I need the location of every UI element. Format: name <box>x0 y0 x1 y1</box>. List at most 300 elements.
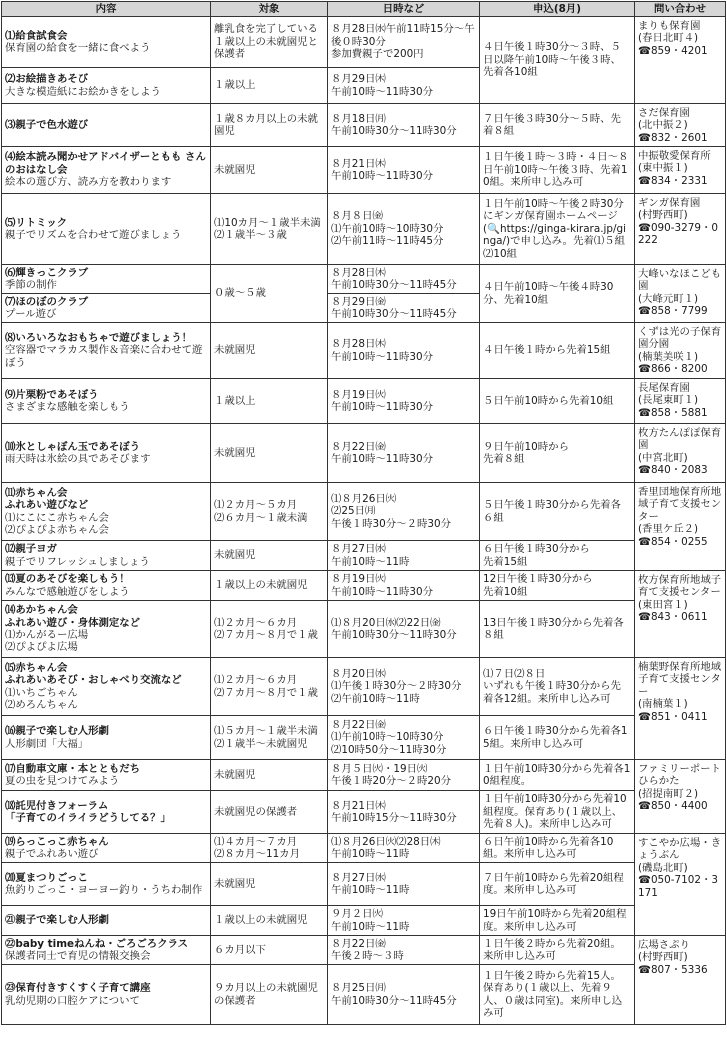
contact-line: (香里ケ丘２) <box>638 523 699 536</box>
apply-line: 13日午後１時30分から先着各８組 <box>483 616 624 641</box>
content-cell <box>2 265 211 294</box>
target-line: ⑵６カ月〜１歳未満 <box>214 511 308 524</box>
date-line: 午前10時〜11時 <box>331 884 410 896</box>
content-cell <box>2 791 211 834</box>
table-row <box>2 541 726 571</box>
target-cell <box>211 965 328 1025</box>
target-cell <box>211 379 328 424</box>
date-cell <box>328 936 480 965</box>
contact-line: ☎854・0255 <box>638 535 708 548</box>
apply-cell <box>480 760 635 791</box>
date-line: ８月25日㈪ <box>331 982 386 995</box>
target-line: １歳以上の未就園児 <box>214 914 308 927</box>
target-cell <box>211 716 328 760</box>
date-line: 午前10時〜11時30分 <box>331 350 434 363</box>
contact-line: ☎090-3279・0222 <box>638 221 718 247</box>
target-line: 未就園児 <box>214 549 256 562</box>
target-line: 未就園児 <box>214 768 256 781</box>
event-title: ⑻いろいろなおもちゃで遊びましょう！ <box>5 331 193 344</box>
event-title: ⒅託児付きフォーラム <box>5 799 109 812</box>
content-cell <box>2 294 211 323</box>
event-title: ⒁あかちゃん会 <box>5 604 78 617</box>
event-title: ⑴給食試食会 <box>5 29 68 42</box>
event-title: ふれあい遊び・身体測定など <box>5 616 141 629</box>
apply-line: 先着10組 <box>483 585 528 598</box>
content-cell <box>2 601 211 658</box>
event-title: ふれあい遊びなど <box>5 499 89 512</box>
table-row <box>2 791 726 834</box>
content-cell <box>2 863 211 906</box>
target-line: ⑴２カ月〜６カ月 <box>214 616 298 629</box>
table-row <box>2 601 726 658</box>
date-line: ⑵午前11時〜11時45分 <box>331 235 444 248</box>
target-line: ⑵１歳半〜未就園児 <box>214 737 308 750</box>
date-line: ８月21日㈭ <box>331 157 386 170</box>
target-line: １歳以上 <box>214 394 256 407</box>
contact-line: (長尾東町１) <box>638 394 699 407</box>
apply-cell <box>480 147 635 194</box>
target-line: 離乳食を完了している１歳以上の未就園児と保護者 <box>214 23 318 61</box>
apply-cell <box>480 265 635 323</box>
apply-cell <box>480 936 635 965</box>
apply-line: 先着８組 <box>483 453 525 465</box>
date-line: 参加費親子で200円 <box>331 48 424 61</box>
date-cell <box>328 294 480 323</box>
contact-cell <box>635 323 726 379</box>
date-cell <box>328 834 480 863</box>
content-cell <box>2 17 211 68</box>
date-line: 午前10時〜11時 <box>331 848 410 860</box>
contact-cell <box>635 379 726 424</box>
table-row <box>2 760 726 791</box>
contact-line: ☎866・8200 <box>638 363 708 376</box>
contact-line: ☎851・0411 <box>638 710 708 723</box>
event-description: 夏の虫を見つけてみよう <box>5 775 120 787</box>
content-cell <box>2 760 211 791</box>
date-line: ８月28日㈭ <box>331 266 386 279</box>
contact-line: ☎840・2083 <box>638 464 708 477</box>
date-line: ８月22日㈮ <box>331 440 386 453</box>
date-line: ８月20日㈬ <box>331 667 386 680</box>
table-row <box>2 658 726 716</box>
contact-line: ☎832・2601 <box>638 131 708 144</box>
content-cell <box>2 965 211 1025</box>
date-line: ８月18日㈪ <box>331 112 386 125</box>
table-row <box>2 571 726 601</box>
date-line: ⑴８月26日㈫ <box>331 492 397 505</box>
contact-line: (北中振２) <box>638 119 688 132</box>
content-cell <box>2 104 211 147</box>
contact-line: ☎859・4201 <box>638 44 708 57</box>
content-cell <box>2 658 211 716</box>
target-cell <box>211 147 328 194</box>
content-cell <box>2 68 211 104</box>
event-description: ⑴いちごちゃん <box>5 686 78 699</box>
date-cell <box>328 791 480 834</box>
date-line: 午前10時30分〜11時45分 <box>331 279 457 291</box>
contact-line: (東田宮１) <box>638 598 688 611</box>
table-row <box>2 265 726 294</box>
date-line: ８月８日㈮ <box>331 210 383 223</box>
apply-cell <box>480 483 635 541</box>
date-line: ⑵25日㈪ <box>331 505 376 518</box>
date-cell <box>328 265 480 294</box>
target-cell <box>211 571 328 601</box>
apply-line: ４日午後１時30分〜３時、５日以降午前10時〜午後３時、先着各10組 <box>483 41 621 79</box>
target-cell <box>211 791 328 834</box>
header-apply: 申込(8月) <box>480 2 635 17</box>
date-line: 午前10時〜11時30分 <box>331 453 434 465</box>
date-cell <box>328 104 480 147</box>
date-cell <box>328 906 480 936</box>
apply-line: ４日午前10時〜午後４時30分、先着10組 <box>483 281 614 306</box>
date-line: 午後１時20分〜２時20分 <box>331 775 451 787</box>
event-title: ⒃親子で楽しむ人形劇 <box>5 725 109 738</box>
apply-line: ６日午前10時から先着各10組。来所申し込み可 <box>483 835 614 860</box>
apply-line: １日午前10時30分から先着10組程度。保育あり(１歳以上、先着８人)。来所申し込み可 <box>483 793 627 831</box>
table-row <box>2 323 726 379</box>
target-line: 未就園児 <box>214 163 256 176</box>
event-description: ⑵めろんちゃん <box>5 698 78 711</box>
contact-line: (村野西町) <box>638 209 688 222</box>
date-line: 午前10時〜11時 <box>331 920 410 933</box>
date-cell <box>328 17 480 68</box>
date-line: ８月５日㈫・19日㈫ <box>331 762 428 775</box>
date-line: ８月29日㈭ <box>331 73 386 86</box>
content-cell <box>2 483 211 541</box>
date-cell <box>328 601 480 658</box>
table-row <box>2 147 726 194</box>
target-cell <box>211 863 328 906</box>
contact-line: ファミリーポートひらかた <box>638 763 721 788</box>
target-line: ⑴10カ月〜１歳半未満 <box>214 216 321 229</box>
contact-line: 大峰いなほこども園 <box>638 268 722 293</box>
contact-cell <box>635 760 726 834</box>
date-cell <box>328 147 480 194</box>
date-line: ⑵午前10時〜11時 <box>331 692 420 705</box>
event-description: 親子でリズムを合わせて遊びましょう <box>5 229 182 241</box>
contact-line: ☎843・0611 <box>638 611 708 624</box>
date-line: ８月27日㈬ <box>331 871 386 884</box>
apply-cell <box>480 863 635 906</box>
date-line: ８月19日㈫ <box>331 388 386 401</box>
target-line: 未就園児の保護者 <box>214 805 298 818</box>
event-description: 大きな模造紙にお絵かきをしよう <box>5 85 161 98</box>
target-cell <box>211 936 328 965</box>
content-cell <box>2 147 211 194</box>
table-row <box>2 194 726 265</box>
date-line: ８月19日㈫ <box>331 573 386 586</box>
target-line: ⑴２カ月〜６カ月 <box>214 674 298 687</box>
contact-cell <box>635 483 726 571</box>
contact-cell <box>635 834 726 936</box>
apply-line: １日午後２時から先着20組。来所申し込み可 <box>483 937 621 962</box>
event-description: 親子でふれあい遊び <box>5 848 99 860</box>
apply-cell <box>480 194 635 265</box>
date-line: 午前10時15分〜11時30分 <box>331 812 457 824</box>
contact-line: 枚方たんぽぽ保育園 <box>638 427 722 452</box>
event-description: 保護者同士で育児の情報交換会 <box>5 950 151 962</box>
date-line: 午前10時〜11時 <box>331 555 410 568</box>
header-content: 内容 <box>2 2 211 17</box>
contact-line: ☎858・7799 <box>638 305 708 318</box>
date-line: 午前10時30分〜11時30分 <box>331 125 457 137</box>
date-cell <box>328 323 480 379</box>
contact-line: さだ保育園 <box>638 107 690 119</box>
target-cell <box>211 906 328 936</box>
table-row <box>2 17 726 68</box>
target-line: １歳以上 <box>214 79 256 92</box>
target-cell <box>211 265 328 323</box>
contact-line: ☎858・5881 <box>638 406 708 419</box>
apply-line: ６日午後１時30分から <box>483 543 590 556</box>
table-row <box>2 906 726 936</box>
table-row <box>2 936 726 965</box>
contact-line: (楠葉美咲１) <box>638 350 699 363</box>
target-line: ６カ月以下 <box>214 943 266 956</box>
event-title: ⑹輝きっこクラブ <box>5 266 89 279</box>
table-row <box>2 104 726 147</box>
date-line: ⑴８月26日㈫⑵28日㈭ <box>331 835 441 848</box>
target-line: ９カ月以上の未就園児の保護者 <box>214 982 318 1007</box>
target-line: ⑵７カ月〜８月で１歳 <box>214 686 318 699</box>
apply-line: ７日午後３時30分〜５時、先着８組 <box>483 112 621 137</box>
apply-line: いずれも午後１時30分から先着各12組。来所申し込み可 <box>483 680 621 705</box>
event-title: ⒇夏まつりごっこ <box>5 871 88 884</box>
date-line: 午前10時〜11時30分 <box>331 585 434 598</box>
date-cell <box>328 483 480 541</box>
event-title: ⒂赤ちゃん会 <box>5 661 68 674</box>
date-cell <box>328 68 480 104</box>
target-cell <box>211 760 328 791</box>
event-title: ㉑親子で楽しむ人形劇 <box>5 914 109 927</box>
event-title: ⑸リトミック <box>5 216 68 229</box>
table-header-row <box>2 2 726 17</box>
event-title: ⑾赤ちゃん会 <box>5 486 68 499</box>
date-line: 午後２時〜３時 <box>331 950 404 962</box>
contact-line: (中宮北町) <box>638 451 688 464</box>
event-title: ふれあいあそび・おしゃべり交流など <box>5 674 182 687</box>
contact-cell <box>635 936 726 1025</box>
event-title: 「子育てのイライラどうしてる？」 <box>5 812 171 824</box>
content-cell <box>2 906 211 936</box>
table-row <box>2 379 726 424</box>
content-cell <box>2 834 211 863</box>
contact-line: ギンガ保育園 <box>638 197 701 209</box>
content-cell <box>2 323 211 379</box>
contact-cell <box>635 194 726 265</box>
event-title: ⑿親子ヨガ <box>5 543 57 556</box>
event-description: 親子でリフレッシュしましょう <box>5 555 150 568</box>
event-title: ⑽氷としゃぼん玉であそぼう <box>5 440 141 453</box>
contact-line: すこやか広場・きょうぶん <box>638 837 722 862</box>
apply-line: 12日午後１時30分から <box>483 573 593 586</box>
apply-cell <box>480 104 635 147</box>
target-cell <box>211 17 328 68</box>
date-cell <box>328 863 480 906</box>
target-line: 未就園児 <box>214 877 256 890</box>
event-title: ⑺ほのぼのクラブ <box>5 295 89 308</box>
contact-line: (南楠葉１) <box>638 698 688 711</box>
apply-cell <box>480 379 635 424</box>
target-cell <box>211 834 328 863</box>
event-description: 乳幼児期の口腔ケアについて <box>5 994 140 1007</box>
date-line: 午前10時〜11時30分 <box>331 401 434 413</box>
contact-line: 中振敬愛保育所 <box>638 150 711 162</box>
event-title: ㉒baby timeねんね・ごろごろクラス <box>5 937 189 950</box>
apply-line: ４日午後１時から先着15組 <box>483 344 611 357</box>
contact-line: ☎850・4400 <box>638 800 708 813</box>
contact-cell <box>635 571 726 658</box>
contact-line: 広場さぷり <box>638 939 690 951</box>
date-line: ⑴午前10時〜10時30分 <box>331 731 444 744</box>
date-line: ⑴午後１時30分〜２時30分 <box>331 680 462 693</box>
event-description: ⑴かんがるー広場 <box>5 629 89 641</box>
date-line: ８月28日㈭ <box>331 338 386 351</box>
contact-line: (招提南町２) <box>638 787 699 800</box>
apply-cell <box>480 323 635 379</box>
contact-cell <box>635 658 726 760</box>
apply-line: １日午前10時30分から先着各10組程度。 <box>483 762 631 787</box>
event-title: ㉓保育付きすくすく子育て講座 <box>5 982 151 995</box>
apply-line: ５日午後１時30分から先着各６組 <box>483 499 621 524</box>
contact-cell <box>635 17 726 104</box>
apply-line: １日午後２時から先着15人。保育あり(１歳以上、先着９人、０歳は同室)。来所申し込み可 <box>483 969 623 1019</box>
target-line: ⑵１歳半〜３歳 <box>214 229 287 241</box>
apply-cell <box>480 17 635 104</box>
contact-line: まりも保育園 <box>638 20 701 32</box>
apply-cell <box>480 541 635 571</box>
event-description: ⑴にこにこ赤ちゃん会 <box>5 511 109 524</box>
event-description: みんなで感触遊びをしよう <box>5 585 130 598</box>
content-cell <box>2 379 211 424</box>
table-row <box>2 863 726 906</box>
target-cell <box>211 323 328 379</box>
event-description: プール遊び <box>5 308 57 320</box>
contact-line: ☎050-7102・3171 <box>638 874 718 899</box>
date-line: 午前10時30分〜11時45分 <box>331 994 457 1007</box>
apply-line: １日午前10時〜午後２時30分にギンガ保育園ホームページ(🔍https://ginga-kirara.jp/ginga/)で申し込み。先着⑴５組⑵10組 <box>483 197 626 260</box>
apply-cell <box>480 658 635 716</box>
date-line: 午前10時30分〜11時45分 <box>331 308 457 320</box>
header-target: 対象 <box>211 2 328 17</box>
event-title: ⒆らっこっこ赤ちゃん <box>5 835 109 848</box>
target-cell <box>211 483 328 541</box>
content-cell <box>2 571 211 601</box>
date-line: ⑵10時50分〜11時30分 <box>331 743 447 756</box>
target-cell <box>211 424 328 483</box>
event-description: ⑵ぴよぴよ広場 <box>5 641 78 654</box>
contact-line: くずは光の子保育園分園 <box>638 326 722 351</box>
contact-line: (春日北町４) <box>638 32 699 45</box>
date-line: ⑴８月20日㈬⑵22日㈮ <box>331 616 441 629</box>
date-cell <box>328 760 480 791</box>
event-description: ⑵ぴよぴよ赤ちゃん会 <box>5 523 109 536</box>
contact-cell <box>635 147 726 194</box>
target-cell <box>211 104 328 147</box>
date-line: ８月29日㈮ <box>331 295 386 308</box>
date-cell <box>328 658 480 716</box>
apply-line: 19日午前10時から先着20組程度。来所申し込み可 <box>483 908 627 933</box>
event-title: ⒀夏のあそびを楽しもう！ <box>5 573 130 586</box>
date-line: ９月２日㈫ <box>331 908 383 921</box>
target-cell <box>211 541 328 571</box>
header-date: 日時など <box>328 2 480 17</box>
apply-cell <box>480 571 635 601</box>
target-cell <box>211 194 328 265</box>
target-line: ⑵８カ月〜11カ月 <box>214 848 300 860</box>
date-cell <box>328 571 480 601</box>
event-title: ⑷絵本読み聞かせアドバイザーともも さんのおはなし会 <box>5 151 206 176</box>
contact-line: 長尾保育園 <box>638 382 690 394</box>
content-cell <box>2 194 211 265</box>
target-cell <box>211 658 328 716</box>
date-line: ８月22日㈮ <box>331 718 386 731</box>
apply-line: ⑴７日⑵８日 <box>483 667 546 680</box>
date-line: ８月21日㈭ <box>331 799 386 812</box>
apply-line: 先着15組 <box>483 555 528 568</box>
target-line: ⑴４カ月〜７カ月 <box>214 835 298 848</box>
target-cell <box>211 601 328 658</box>
contact-line: 楠葉野保育所地域子育て支援センター <box>638 661 722 698</box>
event-description: 空容器でマラカス製作＆音楽に合わせて遊ぼう <box>5 344 203 369</box>
event-schedule-table <box>1 1 726 1025</box>
apply-cell <box>480 834 635 863</box>
event-title: ⑵お絵描きあそび <box>5 73 89 86</box>
table-row <box>2 965 726 1025</box>
apply-line: ５日午前10時から先着10組 <box>483 394 614 407</box>
contact-line: 香里団地保育所地域子育て支援センター <box>638 486 722 523</box>
contact-line: (東中振１) <box>638 162 688 175</box>
date-cell <box>328 424 480 483</box>
table-body <box>2 17 726 1025</box>
contact-cell <box>635 104 726 147</box>
target-cell <box>211 68 328 104</box>
contact-cell <box>635 424 726 483</box>
apply-cell <box>480 424 635 483</box>
apply-line: ６日午後１時30分から先着各15組。来所申し込み可 <box>483 725 628 750</box>
contact-line: 枚方保育所地域子育て支援センター <box>638 574 722 599</box>
content-cell <box>2 716 211 760</box>
date-cell <box>328 194 480 265</box>
event-description: 季節の制作 <box>5 279 57 291</box>
table-row <box>2 834 726 863</box>
contact-cell <box>635 265 726 323</box>
apply-cell <box>480 716 635 760</box>
apply-cell <box>480 791 635 834</box>
target-line: 未就園児 <box>214 344 256 357</box>
content-cell <box>2 424 211 483</box>
target-line: ⑴５カ月〜１歳半未満 <box>214 725 318 738</box>
contact-line: ☎834・2331 <box>638 174 708 187</box>
date-cell <box>328 716 480 760</box>
table-row <box>2 483 726 541</box>
event-description: 保育園の給食を一緒に食べよう <box>5 42 151 54</box>
apply-cell <box>480 601 635 658</box>
date-cell <box>328 541 480 571</box>
target-line: ０歳〜５歳 <box>214 287 266 300</box>
content-cell <box>2 936 211 965</box>
date-line: 午前10時〜11時30分 <box>331 170 434 182</box>
date-line: ８月28日㈬午前11時15分〜午後０時30分 <box>331 23 475 48</box>
date-cell <box>328 379 480 424</box>
target-line: １歳８カ月以上の未就園児 <box>214 112 318 137</box>
event-description: 人形劇団「大福」 <box>5 737 89 750</box>
date-line: 午前10時〜11時30分 <box>331 85 434 98</box>
table-row <box>2 716 726 760</box>
event-title: ⑶親子で色水遊び <box>5 118 89 131</box>
event-description: 絵本の選び方、読み方を教わります <box>5 176 172 189</box>
